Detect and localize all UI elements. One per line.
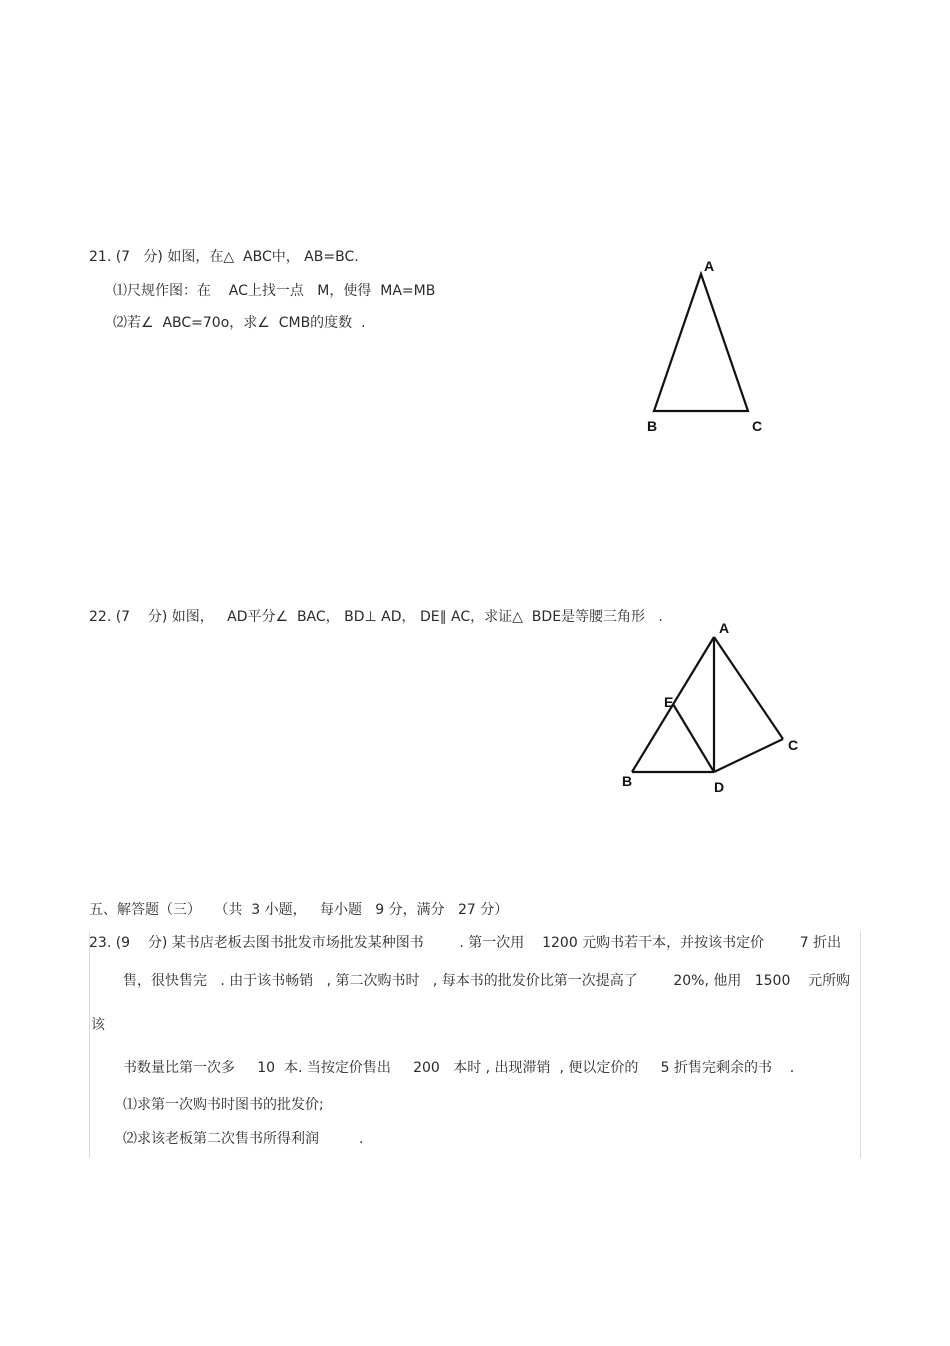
vertex-label-a: A — [719, 620, 730, 636]
vertex-label-b: B — [622, 773, 633, 789]
q22-heading: 22. (7 分) 如图， AD平分∠ BAC， BD⊥ AD， DE∥ AC，求证△ BDE是等腰三角形 . — [89, 609, 663, 625]
q21-triangle-figure — [630, 250, 780, 440]
vertex-label-c: C — [788, 737, 799, 753]
vertex-label-d: D — [714, 779, 725, 795]
q23-part-2: ⑵求该老板第二次售书所得利润 . — [123, 1131, 364, 1147]
vertex-label-b: B — [647, 418, 658, 434]
vertex-label-e: E — [664, 694, 674, 710]
q23-box-left-border — [89, 932, 90, 1158]
q23-line-2: 售，很快售完 . 由于该书畅销 , 第二次购书时 , 每本书的批发价比第一次提高了 20%, 他用 1500 元所购 — [123, 973, 851, 989]
q22-figure — [612, 615, 812, 800]
q23-line-3: 该 — [91, 1017, 105, 1033]
segment-ac — [714, 637, 783, 739]
q23-line-4: 书数量比第一次多 10 本. 当按定价售出 200 本时 , 出现滞销 , 便以定价的 5 折售完剩余的书 . — [123, 1060, 795, 1076]
q23-part-1: ⑴求第一次购书时图书的批发价; — [123, 1097, 324, 1113]
section-5-title: 五、解答题（三） （共 3 小题， 每小题 9 分，满分 27 分） — [89, 902, 509, 918]
q23-box-right-border — [860, 932, 861, 1158]
segment-ed — [673, 704, 714, 772]
q21-part-2: ⑵若∠ ABC=70o，求∠ CMB的度数 . — [113, 315, 366, 331]
q23-line-1: 23. (9 分) 某书店老板去图书批发市场批发某种图书 . 第一次用 1200 元购书若干本，并按该书定价 7 折出 — [89, 935, 842, 951]
q21-part-1: ⑴尺规作图：在 AC上找一点 M，使得 MA=MB — [113, 283, 436, 299]
segment-dc — [714, 739, 783, 772]
q21-heading: 21. (7 分) 如图，在△ ABC中， AB=BC. — [89, 249, 359, 265]
triangle-abc — [654, 274, 748, 411]
vertex-label-a: A — [704, 258, 715, 274]
vertex-label-c: C — [752, 418, 763, 434]
